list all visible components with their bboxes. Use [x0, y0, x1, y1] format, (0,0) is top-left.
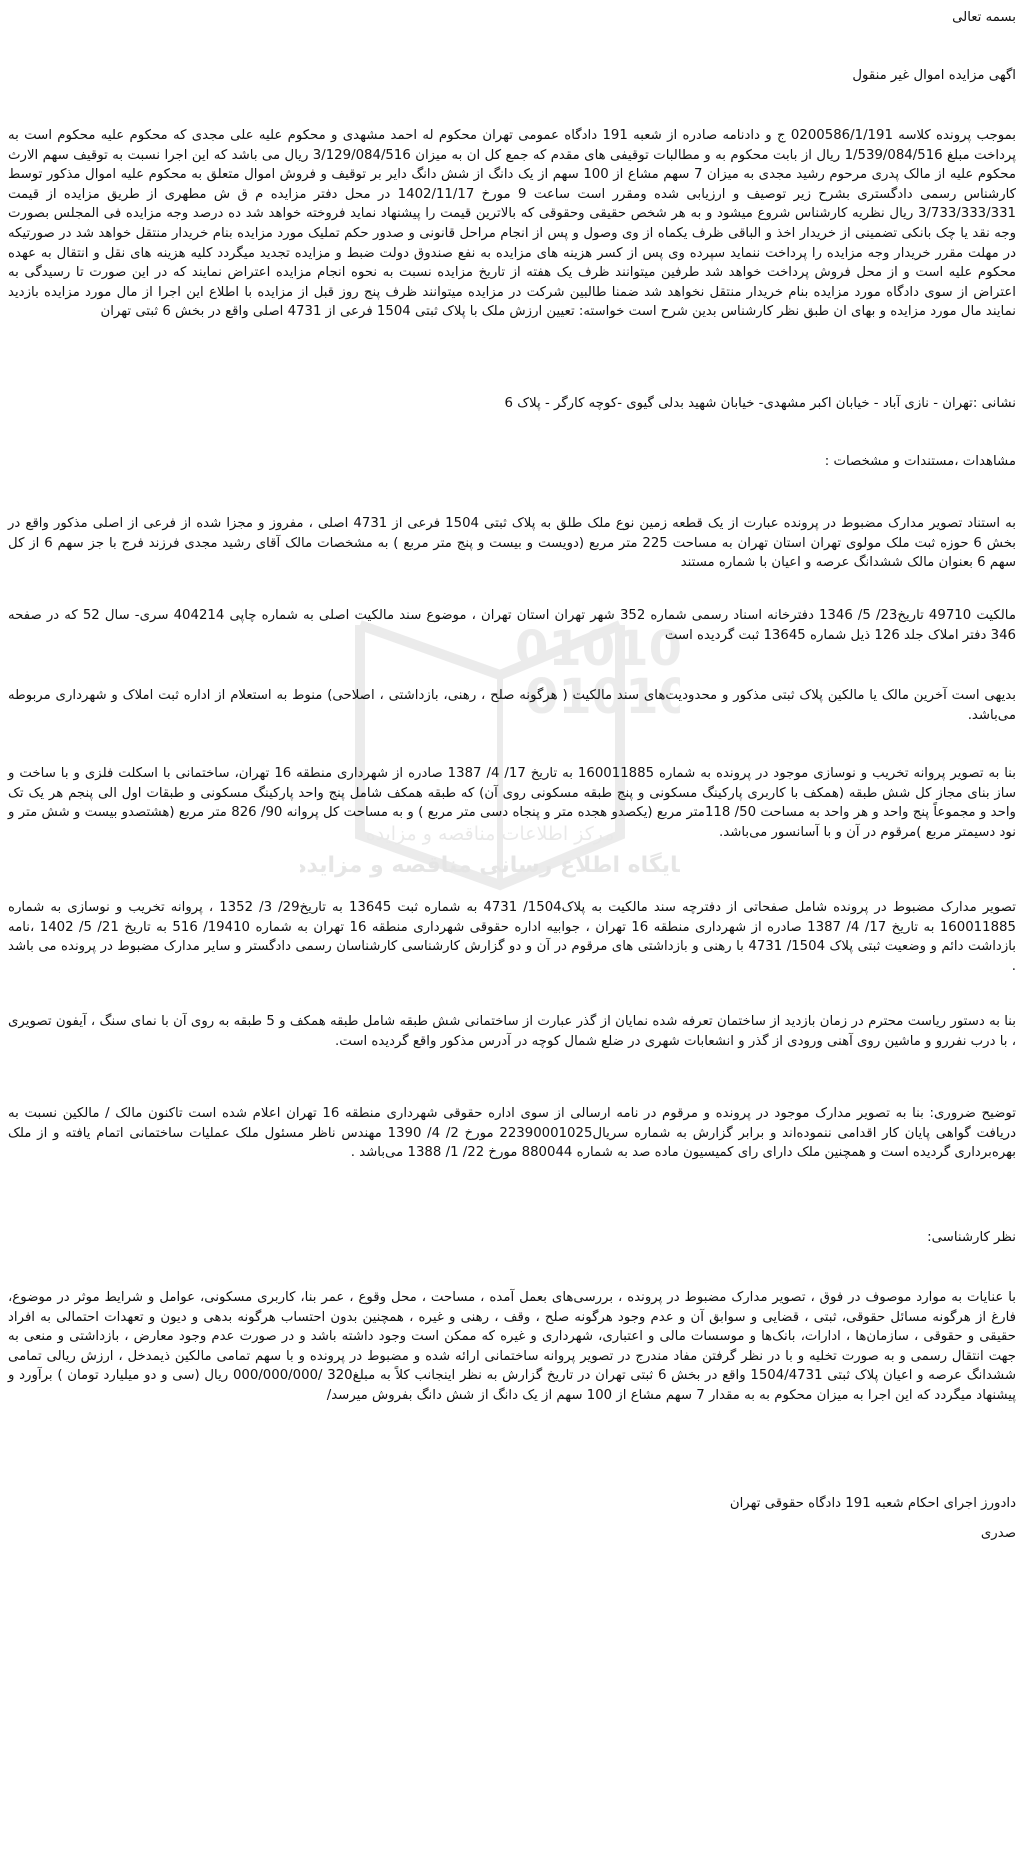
watermark-digits: 01010 — [515, 621, 680, 677]
land-paragraph: به استناد تصویر مدارک مضبوط در پرونده عبارت از یک قطعه زمین نوع ملک طلق به پلاک ثبتی 1504 فرعی از 4731 اصلی ، مفروز و مجزا شده از فرعی از اصلی مذکور واقع در بخش 6 حوزه ثبت ملک مولوی تهران استان تهران به مساحت 225 متر مربع (دویست و بیست و پنج متر مربع ) به مشخصات مالک آقای رشید مجدی فرزند فرج با جز سهم 6 از کل سهم 6 بعنوان مالک ششدانگ عرصه و اعیان با شماره مستند — [8, 516, 1016, 571]
note-paragraph: توضیح ضروری: بنا به تصویر مدارک موجود در پرونده و مرقوم در نامه ارسالی از سوی اداره حقوقی شهرداری منطقه 16 تهران اعلام شده است تاکنون مالک / مالکین نسبت به دریافت گواهی پایان کار اقدامی ننموده‌اند و برابر گزارش به شماره سریال22390001025 مورخ 2/ 4/ 1390 مهندس ناظر مسئول ملک عملیات ساختمانی اتمام یافته و از ملک بهره‌برداری گردیده است و همچنین ملک دارای رای کمیسیون ماده صد به شماره 880044 مورخ 22/ 1/ 1388 می‌باشد . — [8, 1106, 1016, 1161]
watermark-line-2: پایگاه اطلاع رسانی مناقصه و مزایده — [300, 853, 680, 878]
signature: دادورز اجرای احکام شعبه 191 دادگاه حقوقی تهران — [729, 1496, 1016, 1511]
permit-paragraph: بنا به تصویر پروانه تخریب و نوسازی موجود در پرونده به شماره 160011885 به تاریخ 17/ 4/ 1387 صادره از شهرداری منطقه 16 تهران، ساختمانی با اسکلت فلزی و با ساخت و ساز بنای مجاز کل شش طبقه (همکف با کاربری پارکینگ مسکونی و پنج طبقه مسکونی روی آن) که طبقه همکف شامل پنج واحد پارکینگ مسکونی و طبقات اول الی پنجم هر یک تک واحد و مجموعاً پنج واحد و هر واحد به مساحت 50/ 118متر مربع (یکصدو هجده متر و پنجاه دسی متر مربع ) و به مساحت کل پروانه 90/ 826 متر مربع (هشتصدو بیست و شش متر و نود دسیمتر مربع )مرقوم در آن و با آسانسور می‌باشد. — [8, 766, 1017, 840]
expert-heading: نظر کارشناسی: — [927, 1230, 1016, 1245]
observations-heading: مشاهدات ،مستندات و مشخصات : — [824, 454, 1016, 469]
watermark-line-1: مرکز اطلاعات مناقصه و مزایده — [365, 823, 615, 845]
signer-name: صدری — [980, 1526, 1016, 1541]
documents-paragraph: تصویر مدارک مضبوط در پرونده شامل صفحاتی از دفترچه سند مالکیت به پلاک1504/ 4731 به شماره ثبت 13645 به تاریخ29/ 3/ 1352 ، پروانه تخریب و نوسازی به شماره 160011885 به تاریخ 17/ 4/ 1387 صادره از شهرداری منطقه 16 تهران ، جوابیه اداره حقوقی شهرداری منطقه 16 تهران به شماره 19410/ 516 به تاریخ 21/ 5/ 1402 ،نامه بازداشت دائم و وضعیت ثبتی پلاک 1504/ 4731 با رهنی و بازداشتی های مرقوم در آن و دو گزارش کارشناسی کارشناسان رسمی دادگستر و سایر مدارک مضبوط در پرونده می باشد . — [8, 900, 1016, 974]
intro-paragraph: بموجب پرونده کلاسه 0200586/1/191 ج و دادنامه صادره از شعبه 191 دادگاه عمومی تهران محکوم له احمد مشهدی و محکوم علیه علی مجدی که محکوم علیه محکوم است به پرداخت مبلغ 1/539/084/516 ریال از بابت محکوم به و مطالبات توقیفی های مقدم که جمع کل ان به میزان 3/129/084/516 ریال می باشد که این اجرا نسبت به توقیف سهم الارث محکوم علیه از مالک پدری مرحوم رشید مجدی به میزان 7 سهم مشاع از 100 سهم از یک دانگ از شش دانگ دایر بر توقیف و فروش اموال متعلق به محکوم علیه اموال مذکور توسط کارشناس رسمی دادگستری بشرح زیر توصیف و ارزیابی شده ومقرر است ساعت 9 مورخ 1402/11/17 در محل دفتر مزایده م ق ش مطهری از طریق مزایده از قیمت 3/733/333/331 ریال نظریه کارشناس شروع میشود و به هر شخص حقیقی وحقوقی که بالاترین قیمت را پیشنهاد نماید فروخته خواهد شد ده درصد وجه مزایده فی المجلس بصورت وجه نقد یا چک بانکی تضمینی از خریدار اخذ و الباقی ظرف یکماه از وی وصول و پس از انجام مراحل قانونی و صدور حکم تملیک مورد مزایده بنام خریدار منتقل خواهد شد در صورتیکه در مهلت مقرر خریدار وجه مزایده را پرداخت ننماید سپرده وی پس از کسر هزینه های مزایده به نفع صندوق دولت ضبط و مزایده تجدید میگردد کلیه هزینه های نقل و انتقال به عهده محکوم علیه است و از محل فروش پرداخت خواهد شد طرفین میتوانند ظرف یک هفته از تاریخ مزایده نسبت به نحوه انجام مزایده اعتراض نمایند که در این صورت تا رسیدگی به اعتراض از سوی دادگاه مورد مزایده بنام خریدار منتقل نخواهد شد ضمنا طالبین شرکت در مزایده میتوانند ظرف پنج روز قبل از مزایده با اطلاع این اجرا از مال مورد مزایده بازدید نمایند مال مورد مزایده و بهای ان طبق نظر کارشناس بدین شرح است خواسته: تعیین ارزش ملک با پلاک ثبتی 1504 فرعی از 4731 اصلی واقع در بخش 6 ثبتی تهران — [8, 128, 1017, 320]
notice-title: اگهی مزایده اموال غیر منقول — [852, 68, 1016, 83]
obvious-paragraph: بدیهی است آخرین مالک یا مالکین پلاک ثبتی مذکور و محدودیت‌های سند مالکیت ( هرگونه صلح ، رهنی، بازداشتی ، اصلاحی) منوط به استعلام از اداره ثبت املاک و شهرداری مربوطه می‌باشد. — [8, 688, 1016, 723]
watermark-digits-2: 01010 — [525, 669, 680, 725]
heading: بسمه تعالی — [952, 10, 1016, 25]
visit-paragraph: بنا به دستور ریاست محترم در زمان بازدید از ساختمان تعرفه شده نمایان از گذر عبارت از ساختمانی شش طبقه شامل طبقه همکف و 5 طبقه به روی آن با نمای سنگ ، آیفون تصویری ، با درب نفررو و ماشین روی آهنی ورودی از گذر و انشعابات شهری در ضلع شمال کوچه در آدرس مذکور واقع گردیده است. — [8, 1014, 1016, 1049]
ownership-paragraph: مالکیت 49710 تاریخ23/ 5/ 1346 دفترخانه اسناد رسمی شماره 352 شهر تهران استان تهران ، موضوع سند مالکیت اصلی به شماره چاپی 404214 سری- سال 52 که در صفحه 346 دفتر املاک جلد 126 ذیل شماره 13645 ثبت گردیده است — [8, 608, 1016, 643]
address: نشانی :تهران - نازی آباد - خیابان اکبر مشهدی- خیابان شهید بدلی گیوی -کوچه کارگر - پلاک 6 — [504, 396, 1016, 411]
expert-paragraph: با عنایات به موارد موصوف در فوق ، تصویر مدارک مضبوط در پرونده ، بررسی‌های بعمل آمده ، مساحت ، محل وقوع ، عمر بنا، کاربری مسکونی، عوامل و شرایط موثر در موضوع، فارغ از هرگونه مسائل حقوقی، ثبتی ، قضایی و سوابق آن و عدم وجود هرگونه صلح ، وقف ، رهنی و غیره ، همچنین بدون احتساب هرگونه بدهی و دیون و تعهدات احتمالی به افراد حقیقی و حقوقی ، سازمان‌ها ، ادارات، بانک‌ها و موسسات مالی و اعتباری، شهرداری و غیره که ممکن است وجود داشته باشد و در صورت عدم وجود معارض ، بازداشتی و منعی به جهت انتقال رسمی و به صورت تخلیه و با در نظر گرفتن مفاد مندرج در تصویر پروانه ساختمانی ارائه شده و مضبوط در پرونده و با سهم تمامی مالکین ذیمدخل ، ارزش ریالی تمامی ششدانگ عرصه و اعیان پلاک ثبتی 1504/4731 واقع در بخش 6 ثبتی تهران در تاریخ گزارش به نظر اینجانب کلاً به مبلغ320 /000/000/000 ریال (سی و دو میلیارد تومان ) برآورد و پیشنهاد میگردد که این اجرا به میزان محکوم به به مقدار 7 سهم مشاع از 100 سهم از یک دانگ از شش دانگ بفروش میرسد/ — [8, 1290, 1016, 1403]
